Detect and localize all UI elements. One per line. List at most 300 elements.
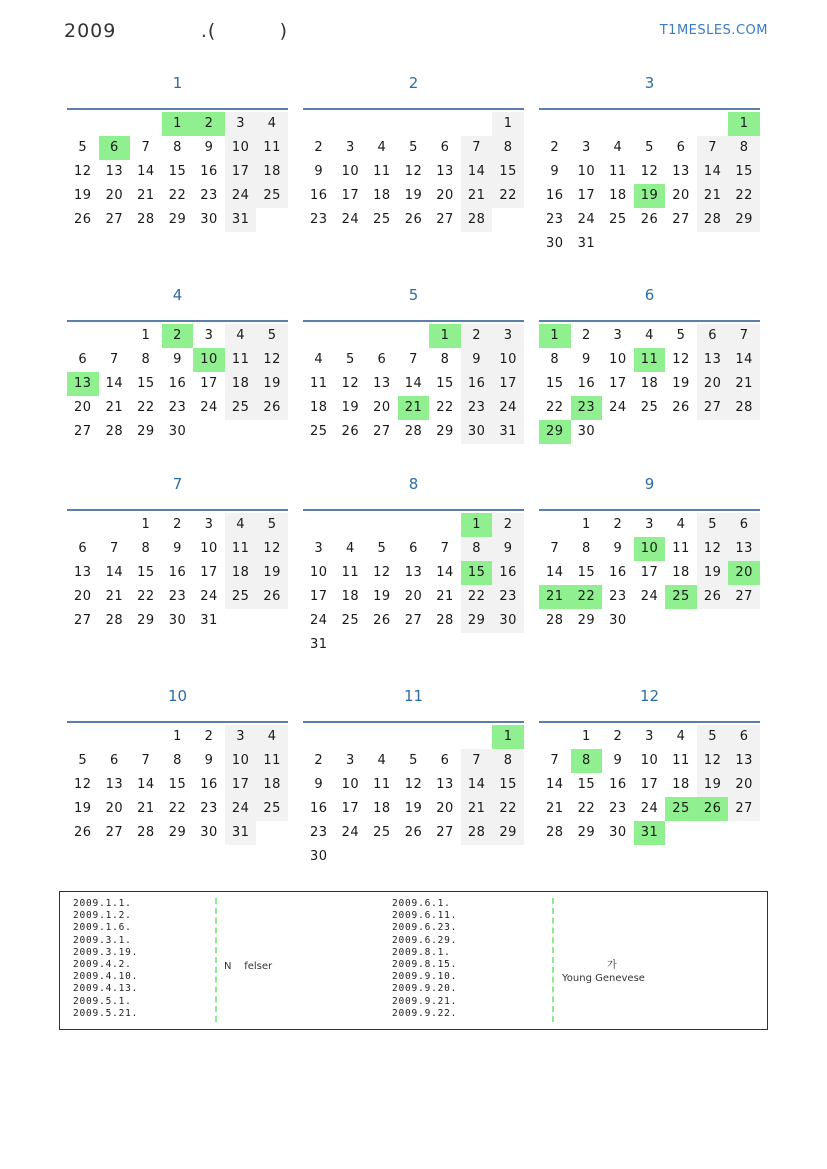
day-cell: 18 — [609, 188, 627, 203]
day-cell: 2 — [204, 729, 214, 744]
holiday-date: 2009.9.10. — [392, 971, 458, 983]
day-cell: 30 — [168, 424, 187, 439]
month-rule — [303, 721, 524, 723]
day-cell: 11 — [225, 348, 257, 372]
day-cell: 4 — [314, 352, 324, 367]
day-cell: 26 — [256, 585, 288, 609]
day-cell: 12 — [373, 565, 391, 580]
day-cell: 26 — [74, 825, 92, 840]
day-cell: 21 — [546, 801, 564, 816]
day-cell: 15 — [492, 773, 524, 797]
day-cell: 11 — [341, 565, 360, 580]
day-cell: 30 — [310, 849, 328, 864]
day-cell: 7 — [697, 136, 729, 160]
day-cell: 16 — [200, 164, 218, 179]
day-cell: 29 — [492, 821, 524, 845]
day-cell: 20 — [74, 589, 92, 604]
day-cell: 8 — [141, 352, 151, 367]
day-cell: 13 — [728, 749, 760, 773]
day-cell: 21 — [697, 184, 729, 208]
holiday-date: 2009.5.1. — [73, 995, 132, 1007]
day-cell: 24 — [225, 184, 257, 208]
holiday-day-cell: 15 — [461, 561, 493, 585]
day-cell: 15 — [436, 376, 454, 391]
day-cell: 26 — [404, 212, 423, 227]
day-cell: 20 — [404, 589, 423, 604]
holiday-date: 2009.6.23. — [392, 922, 458, 934]
day-cell: 19 — [404, 801, 423, 816]
day-cell: 20 — [697, 372, 729, 396]
holiday-date: 2009.9.20. — [392, 983, 458, 995]
month-title: 9 — [644, 475, 655, 493]
day-cell: 12 — [404, 777, 423, 792]
day-cell: 30 — [609, 613, 627, 628]
day-cell: 18 — [672, 777, 690, 792]
day-cell: 14 — [404, 376, 423, 391]
day-cell: 27 — [436, 212, 454, 227]
day-cell: 15 — [546, 376, 564, 391]
day-cell: 18 — [256, 160, 288, 184]
day-cell: 29 — [436, 424, 454, 439]
day-cell: 15 — [577, 565, 596, 580]
site-link[interactable]: T1MESLES.COM — [659, 23, 768, 38]
day-cell: 26 — [373, 613, 391, 628]
month-title: 8 — [408, 475, 419, 493]
day-cell: 18 — [672, 565, 690, 580]
day-cell: 28 — [137, 825, 155, 840]
day-cell: 25 — [341, 613, 360, 628]
day-cell: 3 — [345, 140, 355, 155]
day-cell: 25 — [640, 400, 659, 415]
holiday-date: 2009.8.15. — [392, 958, 458, 970]
day-cell: 9 — [613, 753, 623, 768]
day-cell: 29 — [168, 212, 187, 227]
day-cell: 8 — [492, 136, 524, 160]
day-cell: 24 — [341, 212, 360, 227]
day-cell: 8 — [440, 352, 450, 367]
month-rule — [539, 509, 760, 511]
holiday-date: 2009.8.1. — [392, 946, 451, 958]
holiday-dates-left — [73, 898, 213, 1020]
day-cell: 24 — [640, 801, 659, 816]
day-cell: 30 — [492, 609, 524, 633]
day-cell: 27 — [728, 585, 760, 609]
day-cell: 14 — [728, 348, 760, 372]
day-cell: 22 — [436, 400, 454, 415]
holiday-day-cell: 1 — [461, 513, 493, 537]
day-cell: 20 — [373, 400, 391, 415]
day-cell: 20 — [436, 188, 454, 203]
day-cell: 17 — [341, 188, 360, 203]
day-cell: 24 — [492, 396, 524, 420]
day-cell: 19 — [256, 561, 288, 585]
holiday-date: 2009.9.22. — [392, 1007, 458, 1019]
day-cell: 11 — [310, 376, 328, 391]
holiday-day-cell: 1 — [429, 324, 461, 348]
day-cell: 19 — [256, 372, 288, 396]
day-cell: 31 — [225, 821, 257, 845]
day-cell: 12 — [341, 376, 360, 391]
day-cell: 7 — [109, 541, 119, 556]
holiday-day-cell: 29 — [539, 420, 571, 444]
day-cell: 1 — [141, 517, 151, 532]
day-cell: 19 — [74, 801, 92, 816]
day-cell: 3 — [345, 753, 355, 768]
day-cell: 5 — [345, 352, 355, 367]
holiday-name-right-korean: 가 — [607, 960, 617, 971]
day-cell: 15 — [168, 164, 187, 179]
day-cell: 31 — [492, 420, 524, 444]
day-cell: 2 — [613, 729, 623, 744]
month-rule — [67, 320, 288, 322]
day-cell: 4 — [645, 328, 654, 343]
day-cell: 25 — [256, 797, 288, 821]
day-cell: 27 — [74, 613, 92, 628]
day-cell: 12 — [697, 749, 729, 773]
day-cell: 2 — [314, 753, 324, 768]
day-cell: 30 — [200, 212, 218, 227]
day-cell: 13 — [74, 565, 92, 580]
day-cell: 23 — [609, 589, 627, 604]
day-cell: 23 — [609, 801, 627, 816]
day-cell: 13 — [697, 348, 729, 372]
month-title: 3 — [644, 74, 655, 92]
day-cell: 18 — [373, 188, 391, 203]
holiday-day-cell: 2 — [193, 112, 225, 136]
day-cell: 9 — [314, 777, 324, 792]
day-cell: 5 — [409, 753, 418, 768]
day-cell: 10 — [341, 777, 360, 792]
day-cell: 11 — [225, 537, 257, 561]
day-cell: 26 — [640, 212, 659, 227]
day-cell: 23 — [310, 212, 328, 227]
day-cell: 6 — [78, 352, 88, 367]
day-cell: 8 — [492, 749, 524, 773]
day-cell: 22 — [137, 589, 155, 604]
day-cell: 5 — [256, 324, 288, 348]
day-cell: 14 — [105, 376, 124, 391]
day-cell: 27 — [373, 424, 391, 439]
holiday-day-cell: 1 — [492, 725, 524, 749]
day-cell: 26 — [256, 396, 288, 420]
holiday-day-cell: 10 — [634, 537, 666, 561]
day-cell: 10 — [310, 565, 328, 580]
day-cell: 16 — [609, 565, 627, 580]
day-cell: 5 — [409, 140, 418, 155]
day-cell: 22 — [728, 184, 760, 208]
day-cell: 6 — [409, 541, 418, 556]
page-title: 2009 .( ) — [64, 20, 289, 42]
day-cell: 6 — [697, 324, 729, 348]
day-cell: 30 — [577, 424, 596, 439]
day-cell: 21 — [461, 184, 493, 208]
day-cell: 9 — [204, 140, 214, 155]
day-cell: 30 — [546, 236, 564, 251]
month-rule — [67, 509, 288, 511]
day-cell: 4 — [377, 140, 387, 155]
day-cell: 24 — [609, 400, 627, 415]
day-cell: 23 — [200, 801, 218, 816]
day-cell: 31 — [200, 613, 218, 628]
day-cell: 14 — [137, 164, 155, 179]
holiday-date: 2009.6.11. — [392, 910, 458, 922]
day-cell: 2 — [173, 517, 182, 532]
holiday-day-cell: 8 — [571, 749, 603, 773]
day-cell: 8 — [581, 541, 591, 556]
day-cell: 4 — [225, 324, 257, 348]
holiday-day-cell: 21 — [398, 396, 430, 420]
day-cell: 25 — [256, 184, 288, 208]
day-cell: 19 — [341, 400, 360, 415]
day-cell: 16 — [168, 376, 187, 391]
holiday-day-cell: 10 — [193, 348, 225, 372]
day-cell: 3 — [225, 112, 257, 136]
day-cell: 9 — [581, 352, 591, 367]
holiday-date: 2009.5.21. — [73, 1007, 139, 1019]
day-cell: 6 — [728, 513, 760, 537]
day-cell: 13 — [105, 164, 124, 179]
day-cell: 14 — [137, 777, 155, 792]
day-cell: 11 — [609, 164, 627, 179]
day-cell: 28 — [105, 613, 124, 628]
month-rule — [539, 721, 760, 723]
day-cell: 24 — [225, 797, 257, 821]
day-cell: 2 — [613, 517, 623, 532]
day-cell: 19 — [697, 561, 729, 585]
holiday-date: 2009.3.19. — [73, 946, 139, 958]
day-cell: 13 — [436, 164, 454, 179]
day-cell: 6 — [440, 753, 450, 768]
day-cell: 4 — [377, 753, 387, 768]
day-cell: 24 — [310, 613, 328, 628]
holiday-day-cell: 22 — [571, 585, 603, 609]
month-rule — [303, 509, 524, 511]
day-cell: 29 — [137, 424, 155, 439]
day-cell: 6 — [377, 352, 387, 367]
day-cell: 7 — [461, 136, 493, 160]
day-cell: 9 — [173, 541, 182, 556]
day-cell: 28 — [436, 613, 454, 628]
month-rule — [303, 108, 524, 110]
day-cell: 22 — [168, 801, 187, 816]
day-cell: 27 — [697, 396, 729, 420]
month-title: 2 — [408, 74, 419, 92]
day-cell: 4 — [613, 140, 623, 155]
holiday-date: 2009.3.1. — [73, 934, 132, 946]
day-cell: 28 — [461, 208, 493, 232]
day-cell: 3 — [204, 328, 214, 343]
day-cell: 16 — [609, 777, 627, 792]
day-cell: 18 — [640, 376, 659, 391]
holiday-day-cell: 1 — [162, 112, 194, 136]
day-cell: 20 — [436, 801, 454, 816]
day-cell: 16 — [577, 376, 596, 391]
holiday-date: 2009.9.21. — [392, 995, 458, 1007]
month-title: 12 — [639, 687, 660, 705]
day-cell: 14 — [461, 160, 493, 184]
day-cell: 17 — [200, 376, 218, 391]
day-cell: 13 — [672, 164, 690, 179]
day-cell: 4 — [345, 541, 355, 556]
day-cell: 27 — [404, 613, 423, 628]
day-cell: 30 — [461, 420, 493, 444]
day-cell: 29 — [577, 613, 596, 628]
holiday-date: 2009.4.2. — [73, 958, 132, 970]
day-cell: 25 — [225, 396, 257, 420]
day-cell: 17 — [640, 565, 659, 580]
day-cell: 31 — [577, 236, 596, 251]
day-cell: 5 — [645, 140, 654, 155]
holiday-day-cell: 13 — [67, 372, 99, 396]
day-cell: 16 — [546, 188, 564, 203]
holiday-day-cell: 19 — [634, 184, 666, 208]
day-cell: 24 — [341, 825, 360, 840]
month-title: 1 — [172, 74, 183, 92]
day-cell: 13 — [436, 777, 454, 792]
holiday-date: 2009.6.29. — [392, 934, 458, 946]
day-cell: 6 — [440, 140, 450, 155]
holiday-day-cell: 1 — [728, 112, 760, 136]
day-cell: 10 — [492, 348, 524, 372]
day-cell: 22 — [137, 400, 155, 415]
day-cell: 12 — [74, 777, 92, 792]
day-cell: 22 — [546, 400, 564, 415]
day-cell: 14 — [461, 773, 493, 797]
day-cell: 28 — [546, 825, 564, 840]
day-cell: 20 — [672, 188, 690, 203]
day-cell: 1 — [173, 729, 182, 744]
day-cell: 17 — [640, 777, 659, 792]
day-cell: 7 — [440, 541, 450, 556]
day-cell: 21 — [137, 801, 155, 816]
day-cell: 10 — [640, 753, 659, 768]
day-cell: 30 — [168, 613, 187, 628]
day-cell: 23 — [461, 396, 493, 420]
day-cell: 8 — [550, 352, 560, 367]
day-cell: 27 — [74, 424, 92, 439]
day-cell: 7 — [728, 324, 760, 348]
day-cell: 13 — [105, 777, 124, 792]
day-cell: 11 — [672, 541, 690, 556]
day-cell: 23 — [168, 589, 187, 604]
day-cell: 12 — [256, 348, 288, 372]
day-cell: 4 — [256, 112, 288, 136]
day-cell: 25 — [373, 212, 391, 227]
day-cell: 3 — [645, 517, 654, 532]
day-cell: 12 — [404, 164, 423, 179]
day-cell: 2 — [314, 140, 324, 155]
holiday-date: 2009.4.10. — [73, 971, 139, 983]
holiday-day-cell: 25 — [665, 585, 697, 609]
day-cell: 8 — [728, 136, 760, 160]
day-cell: 17 — [225, 773, 257, 797]
month-rule — [539, 108, 760, 110]
day-cell: 8 — [173, 140, 182, 155]
holiday-day-cell: 21 — [539, 585, 571, 609]
day-cell: 28 — [546, 613, 564, 628]
day-cell: 17 — [609, 376, 627, 391]
day-cell: 5 — [377, 541, 387, 556]
day-cell: 26 — [672, 400, 690, 415]
day-cell: 29 — [137, 613, 155, 628]
day-cell: 14 — [697, 160, 729, 184]
day-cell: 21 — [461, 797, 493, 821]
day-cell: 2 — [461, 324, 493, 348]
month-rule — [303, 320, 524, 322]
day-cell: 22 — [577, 801, 596, 816]
day-cell: 15 — [577, 777, 596, 792]
day-cell: 26 — [341, 424, 360, 439]
day-cell: 15 — [137, 376, 155, 391]
day-cell: 19 — [74, 188, 92, 203]
day-cell: 12 — [74, 164, 92, 179]
day-cell: 27 — [105, 825, 124, 840]
day-cell: 27 — [436, 825, 454, 840]
day-cell: 5 — [697, 513, 729, 537]
day-cell: 14 — [546, 777, 564, 792]
day-cell: 17 — [577, 188, 596, 203]
holiday-day-cell: 20 — [728, 561, 760, 585]
day-cell: 1 — [492, 112, 524, 136]
day-cell: 31 — [310, 637, 328, 652]
month-title: 6 — [644, 286, 655, 304]
day-cell: 29 — [168, 825, 187, 840]
holiday-date: 2009.6.1. — [392, 898, 451, 909]
day-cell: 12 — [256, 537, 288, 561]
holiday-day-cell: 11 — [634, 348, 666, 372]
day-cell: 5 — [78, 753, 88, 768]
day-cell: 3 — [581, 140, 591, 155]
day-cell: 16 — [310, 801, 328, 816]
day-cell: 5 — [676, 328, 686, 343]
day-cell: 19 — [373, 589, 391, 604]
day-cell: 9 — [314, 164, 324, 179]
day-cell: 16 — [310, 188, 328, 203]
day-cell: 6 — [676, 140, 686, 155]
day-cell: 5 — [256, 513, 288, 537]
day-cell: 11 — [256, 749, 288, 773]
day-cell: 22 — [492, 797, 524, 821]
day-cell: 21 — [728, 372, 760, 396]
day-cell: 21 — [436, 589, 454, 604]
day-cell: 19 — [697, 773, 729, 797]
day-cell: 3 — [645, 729, 654, 744]
day-cell: 12 — [697, 537, 729, 561]
day-cell: 11 — [256, 136, 288, 160]
day-cell: 24 — [200, 589, 218, 604]
day-cell: 31 — [225, 208, 257, 232]
day-cell: 10 — [200, 541, 218, 556]
day-cell: 3 — [613, 328, 623, 343]
day-cell: 24 — [200, 400, 218, 415]
day-cell: 27 — [105, 212, 124, 227]
day-cell: 14 — [546, 565, 564, 580]
day-cell: 25 — [225, 585, 257, 609]
day-cell: 9 — [461, 348, 493, 372]
day-cell: 15 — [728, 160, 760, 184]
day-cell: 6 — [109, 753, 119, 768]
day-cell: 23 — [200, 188, 218, 203]
day-cell: 7 — [141, 140, 151, 155]
divider-left — [215, 898, 217, 1022]
day-cell: 16 — [492, 561, 524, 585]
day-cell: 13 — [404, 565, 423, 580]
day-cell: 4 — [676, 729, 686, 744]
day-cell: 20 — [74, 400, 92, 415]
day-cell: 1 — [581, 517, 591, 532]
day-cell: 11 — [672, 753, 690, 768]
day-cell: 21 — [137, 188, 155, 203]
